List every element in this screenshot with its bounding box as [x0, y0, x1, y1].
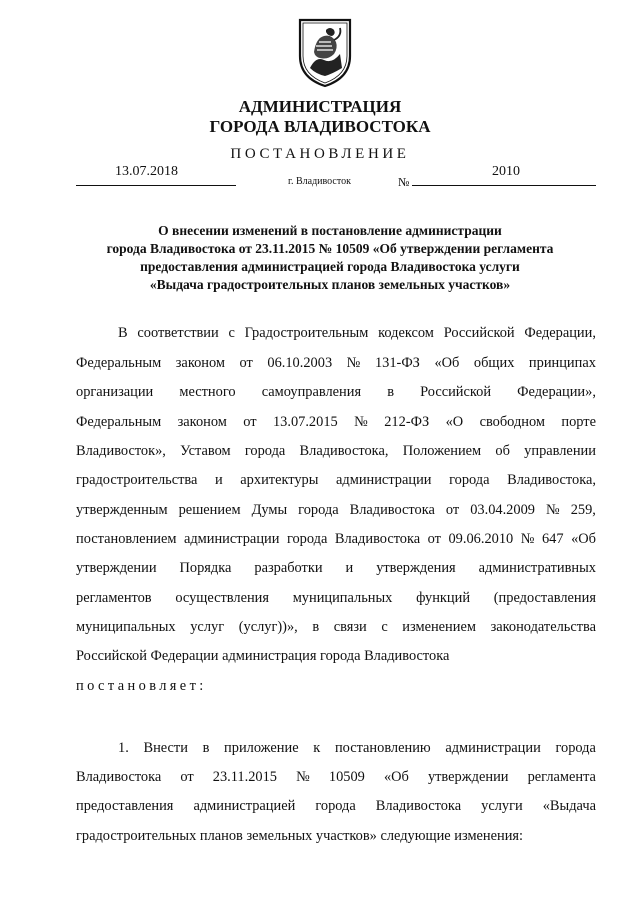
word: общих	[473, 355, 515, 371]
word: Федерации,	[524, 325, 596, 341]
preamble-line	[76, 353, 596, 373]
word: и	[215, 472, 223, 488]
word: «Об	[434, 355, 460, 371]
word: от	[239, 355, 253, 371]
document-number: 2010	[492, 164, 520, 179]
word: Владивостока	[375, 798, 462, 814]
word: «О	[445, 414, 464, 430]
word: порте	[561, 414, 596, 430]
preamble-line	[76, 500, 596, 520]
word: разработки	[254, 560, 323, 576]
word: регламентов	[76, 590, 152, 606]
word: связи	[333, 619, 367, 635]
decree-word: постановляет:	[76, 678, 207, 694]
preamble-line	[76, 441, 596, 461]
word: №	[296, 769, 310, 785]
word: самоуправления	[261, 384, 362, 400]
word: 212-ФЗ	[384, 414, 430, 430]
word: администрации	[445, 740, 541, 756]
item1-line	[76, 796, 596, 816]
word: Владивостока,	[507, 472, 596, 488]
org-name-line1: АДМИНИСТРАЦИЯ	[238, 97, 402, 116]
word: с	[228, 325, 235, 341]
word: архитектуры	[240, 472, 319, 488]
word: административных	[478, 560, 596, 576]
word: постановлению	[334, 740, 431, 756]
word: в	[312, 619, 320, 635]
item1-line	[118, 738, 596, 758]
word: утвержденным	[76, 502, 168, 518]
word: от	[243, 414, 257, 430]
word: функций	[416, 590, 471, 606]
subject-line: предоставления администрацией города Владивостока услуги	[140, 259, 520, 274]
word: 10509	[328, 769, 365, 785]
word: в	[202, 740, 210, 756]
word: осуществления	[175, 590, 269, 606]
word: от	[445, 502, 460, 518]
word: свободном	[479, 414, 546, 430]
date-underline	[76, 185, 236, 186]
word: 23.11.2015	[212, 769, 277, 785]
preamble-line	[118, 323, 596, 343]
word: 13.07.2015	[272, 414, 338, 430]
word: «Об	[571, 531, 596, 547]
document-date: 13.07.2018	[115, 164, 178, 179]
word: Российской	[420, 384, 492, 400]
word: «Об	[383, 769, 409, 785]
word: с	[381, 619, 388, 635]
word: (предоставления	[493, 590, 596, 606]
word: к	[313, 740, 321, 756]
word: законом	[175, 355, 226, 371]
word: 131-ФЗ	[374, 355, 420, 371]
word: утверждении	[427, 769, 509, 785]
word: города	[286, 531, 328, 547]
preamble-line	[76, 529, 596, 549]
org-name-line2: ГОРОДА ВЛАДИВОСТОКА	[209, 117, 431, 136]
subject-line: города Владивостока от 23.11.2015 № 10509 «Об утверждении регламента	[106, 241, 554, 256]
word: в	[387, 384, 394, 400]
word: 259,	[570, 502, 596, 518]
word: города	[298, 502, 339, 518]
word: города	[244, 443, 286, 459]
item1-line	[76, 767, 596, 787]
subject-line: «Выдача градостроительных планов земельных участков»	[149, 277, 511, 292]
number-sign: №	[398, 175, 410, 189]
word: Порядка	[179, 560, 232, 576]
word: Владивостока	[334, 531, 421, 547]
word: «Выдача	[542, 798, 596, 814]
word: 03.04.2009	[470, 502, 535, 518]
word: №	[354, 414, 368, 430]
word: города	[555, 740, 596, 756]
word: города	[449, 472, 490, 488]
word: принципах	[528, 355, 596, 371]
word: об	[495, 443, 510, 459]
word: Внести	[143, 740, 188, 756]
word: и	[345, 560, 354, 576]
word: управлении	[524, 443, 596, 459]
word: Федеральным	[76, 414, 162, 430]
word: услуг	[190, 619, 225, 635]
word: Положением	[402, 443, 482, 459]
word: регламента	[527, 769, 596, 785]
word: Владивосток»,	[76, 443, 166, 459]
word: утверждения	[376, 560, 456, 576]
word: изменением	[402, 619, 476, 635]
word: местного	[179, 384, 236, 400]
word: 647	[541, 531, 564, 547]
word: приложение	[224, 740, 299, 756]
word: администрацией	[193, 798, 296, 814]
preamble-line	[76, 588, 596, 608]
word: услуги	[481, 798, 523, 814]
word: (услуг))»,	[238, 619, 298, 635]
word: кодексом	[378, 325, 434, 341]
coat-of-arms-emblem	[296, 16, 354, 88]
word: градостроительства	[76, 472, 198, 488]
word: постановлением	[76, 531, 177, 547]
word: 06.10.2003	[267, 355, 333, 371]
word: администрации	[336, 472, 432, 488]
document-type: ПОСТАНОВЛЕНИЕ	[230, 146, 410, 162]
word: 1.	[118, 740, 129, 756]
word: от	[180, 769, 194, 785]
word: Владивостока	[349, 502, 435, 518]
preamble-line: Российской Федерации администрация города Владивостока	[76, 648, 450, 664]
word: №	[520, 531, 535, 547]
preamble-line	[76, 412, 596, 432]
preamble-line	[76, 470, 596, 490]
preamble-line	[76, 617, 596, 637]
word: утверждении	[76, 560, 157, 576]
word: 09.06.2010	[448, 531, 514, 547]
word: Федерации»,	[517, 384, 596, 400]
word: Думы	[251, 502, 288, 518]
word: законом	[177, 414, 227, 430]
word: предоставления	[76, 798, 174, 814]
word: города	[315, 798, 356, 814]
word: Градостроительным	[244, 325, 369, 341]
word: законодательства	[490, 619, 596, 635]
word: Российской	[443, 325, 515, 341]
word: муниципальных	[76, 619, 176, 635]
word: В	[118, 325, 128, 341]
word: администрации	[183, 531, 280, 547]
word: организации	[76, 384, 154, 400]
word: Федеральным	[76, 355, 162, 371]
preamble-line	[76, 558, 596, 578]
word: №	[545, 502, 560, 518]
item1-line: градостроительных планов земельных участков» следующие изменения:	[76, 828, 524, 844]
word: Уставом	[180, 443, 231, 459]
word: решением	[178, 502, 241, 518]
word: Владивостока,	[299, 443, 389, 459]
word: №	[346, 355, 361, 371]
word: Владивостока	[76, 769, 162, 785]
number-underline	[412, 185, 596, 186]
word: муниципальных	[292, 590, 393, 606]
document-city: г. Владивосток	[288, 176, 351, 187]
word: от	[427, 531, 441, 547]
word: соответствии	[137, 325, 219, 341]
subject-line: О внесении изменений в постановление администрации	[158, 223, 502, 238]
preamble-line	[76, 382, 596, 402]
